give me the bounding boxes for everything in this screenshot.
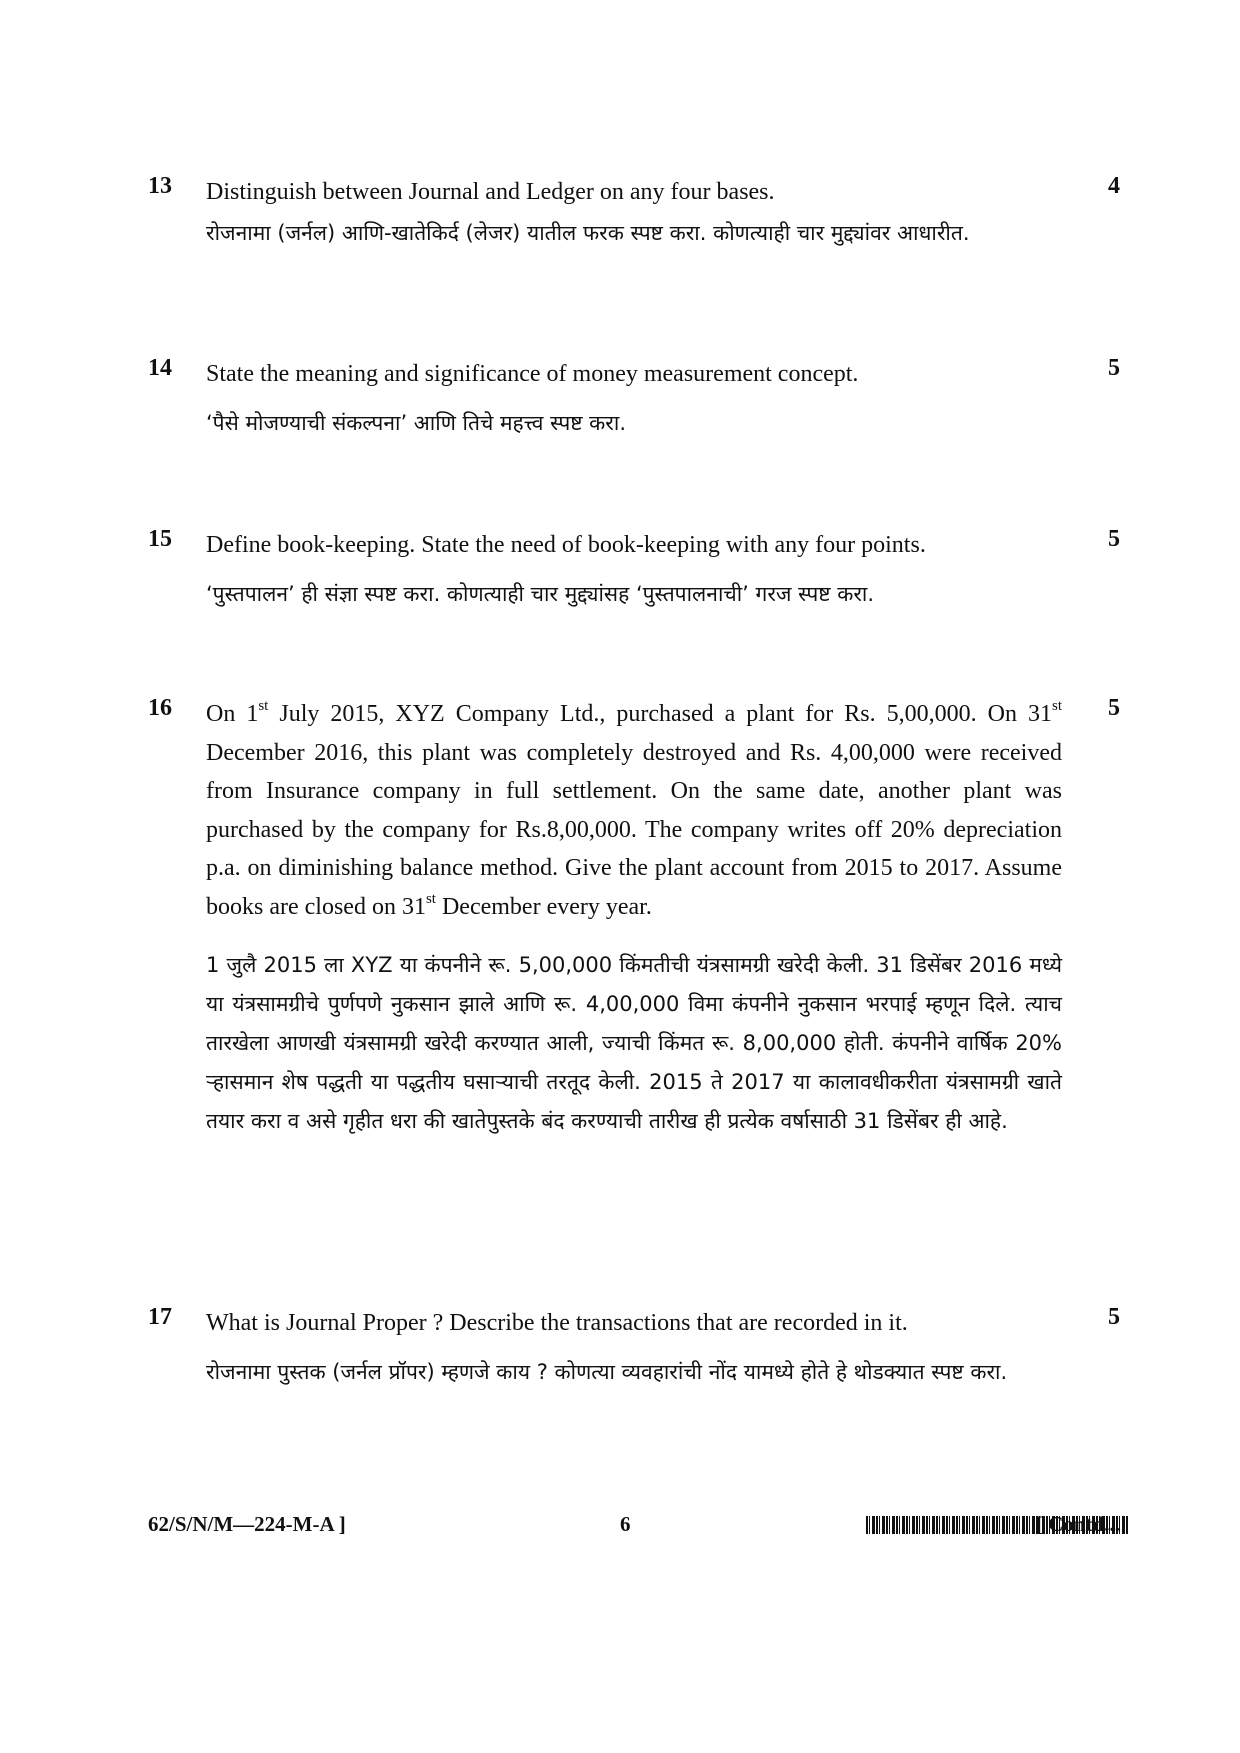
question-marks: 4 [1108, 173, 1120, 199]
page-footer [148, 1512, 1120, 1542]
question-text-english: Distinguish between Journal and Ledger on any four bases. [206, 179, 775, 205]
question-marks: 5 [1108, 1304, 1120, 1330]
question-number: 15 [148, 526, 172, 552]
question-text-english: On 1st July 2015, XYZ Company Ltd., purchased a plant for Rs. 5,00,000. On 31st December 2016, this plant was completely destroyed and Rs. 4,00,000 were received from Insurance company in full settlement. On the same date, another plant was purchased by the company for Rs.8,00,000. The company writes off 20% depreciation p.a. on diminishing balance method. Give the plant account from 2015 to 2017. Assume books are closed on 31st December every year. [206, 698, 1062, 920]
question-text-marathi: रोजनामा पुस्तक (जर्नल प्रॉपर) म्हणजे काय ? कोणत्या व्यवहारांची नोंद यामध्ये होते हे थोडक्यात स्पष्ट करा. [206, 1359, 1008, 1384]
question-13 [148, 173, 1120, 253]
question-17 [148, 1304, 1120, 1392]
question-marks: 5 [1108, 355, 1120, 381]
question-text-english: Define book-keeping. State the need of book-keeping with any four points. [206, 532, 926, 558]
question-text-english: What is Journal Proper ? Describe the transactions that are recorded in it. [206, 1310, 908, 1336]
question-number: 14 [148, 355, 172, 381]
question-text-marathi: ‘पुस्तपालन’ ही संज्ञा स्पष्ट करा. कोणत्याही चार मुद्द्यांसह ‘पुस्तपालनाची’ गरज स्पष्ट करा. [206, 581, 875, 606]
question-marks: 5 [1108, 526, 1120, 552]
question-number: 16 [148, 695, 172, 721]
question-16 [148, 695, 1120, 1141]
question-text-marathi: ‘पैसे मोजण्याची संकल्पना’ आणि तिचे महत्त्व स्पष्ट करा. [206, 410, 627, 435]
question-15 [148, 526, 1120, 614]
question-number: 13 [148, 173, 172, 199]
question-text-marathi: रोजनामा (जर्नल) आणि-खातेकिर्द (लेजर) यातील फरक स्पष्ट करा. कोणत्याही चार मुद्द्यांवर आधारीत. [206, 220, 970, 245]
question-14 [148, 355, 1120, 443]
question-text-marathi: 1 जुलै 2015 ला XYZ या कंपनीने रू. 5,00,000 किंमतीची यंत्रसामग्री खरेदी केली. 31 डिसेंबर 2016 मध्ये या यंत्रसामग्रीचे पुर्णपणे नुकसान झाले आणि रू. 4,00,000 विमा कंपनीने नुकसान भरपाई म्हणून दिले. त्याच तारखेला आणखी यंत्रसामग्री खरेदी करण्यात आली, ज्याची किंमत रू. 8,00,000 होती. कंपनीने वार्षिक 20% ऱ्हासमान शेष पद्धती या पद्धतीय घसाऱ्याची तरतूद केली. 2015 ते 2017 या कालावधीकरीता यंत्रसामग्री खाते तयार करा व असे गृहीत धरा की खातेपुस्तके बंद करण्याची तारीख ही प्रत्येक वर्षासाठी 31 डिसेंबर ही आहे. [206, 953, 1062, 1133]
paper-code: 62/S/N/M—224-M-A ] [148, 1512, 346, 1536]
continued-label: [ Contd... [1035, 1512, 1120, 1536]
page-number: 6 [620, 1512, 631, 1536]
question-number: 17 [148, 1304, 172, 1330]
question-marks: 5 [1108, 695, 1120, 721]
question-text-english: State the meaning and significance of money measurement concept. [206, 361, 859, 387]
